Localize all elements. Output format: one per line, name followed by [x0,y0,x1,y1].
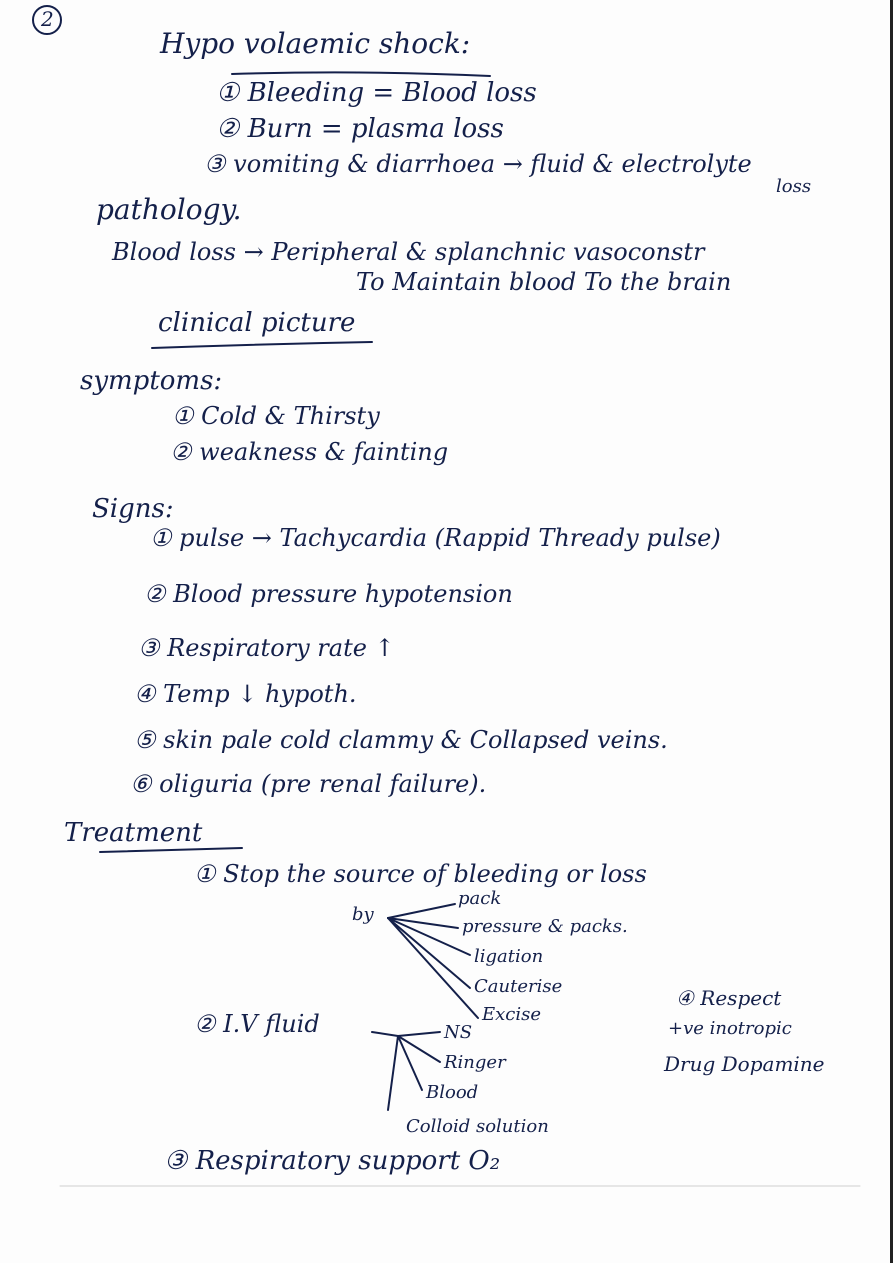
branch-line [398,1036,422,1090]
clinical-heading: clinical picture [158,308,356,338]
cause-item: ② Burn = plasma loss [216,114,504,144]
method-item: pack [458,888,502,909]
branch-line [372,1032,398,1036]
branch-line [398,1032,440,1036]
side-note: Drug Dopamine [664,1052,825,1076]
signs-heading: Signs: [92,494,174,524]
treatment-underline [100,848,242,852]
branch-line [388,918,470,988]
method-item: ligation [474,946,544,967]
method-item: Excise [482,1004,542,1025]
sign-item: ⑤ skin pale cold clammy & Collapsed veins. [134,726,668,754]
fluid-item: Blood [426,1082,479,1103]
treatment-step: ② I.V fluid [194,1010,320,1038]
branch-line [388,918,470,955]
method-item: Cauterise [474,976,563,997]
page-number: 2 [41,7,54,31]
title-underline [232,72,490,76]
title: Hypo volaemic shock: [160,27,471,60]
sign-item: ③ Respiratory rate ↑ [138,634,395,662]
symptom-item: ② weakness & fainting [170,438,449,466]
pathology-line: To Maintain blood To the brain [356,268,732,296]
symptoms-heading: symptoms: [80,366,223,396]
sign-item: ① pulse → Tachycardia (Rappid Thready pulse) [150,524,721,552]
fluid-item: Colloid solution [406,1116,549,1137]
method-item: pressure & packs. [462,916,628,937]
fluid-item: NS [444,1022,473,1043]
symptom-item: ① Cold & Thirsty [172,402,380,430]
pathology-line: Blood loss → Peripheral & splanchnic vasoconstr [112,238,705,266]
clinical-underline [152,342,372,348]
side-note: +ve inotropic [668,1018,792,1039]
sign-item: ② Blood pressure hypotension [144,580,513,608]
branch-line [398,1036,440,1062]
side-note: ④ Respect [676,986,782,1010]
pathology-heading: pathology. [96,193,242,226]
treatment-step: ① Stop the source of bleeding or loss [194,860,647,888]
branch-line [388,918,458,928]
branch-line [388,1036,398,1110]
cause-item: loss [776,176,812,197]
treatment-heading: Treatment [64,818,203,848]
by-label: by [352,904,374,925]
treatment-step: ③ Respiratory support O₂ [164,1146,501,1176]
fluid-item: Ringer [444,1052,506,1073]
cause-item: ① Bleeding = Blood loss [216,78,537,108]
branch-line [388,904,455,918]
sign-item: ④ Temp ↓ hypoth. [134,680,357,708]
sign-item: ⑥ oliguria (pre renal failure). [130,770,487,798]
cause-item: ③ vomiting & diarrhoea → fluid & electrolyte [204,150,752,178]
